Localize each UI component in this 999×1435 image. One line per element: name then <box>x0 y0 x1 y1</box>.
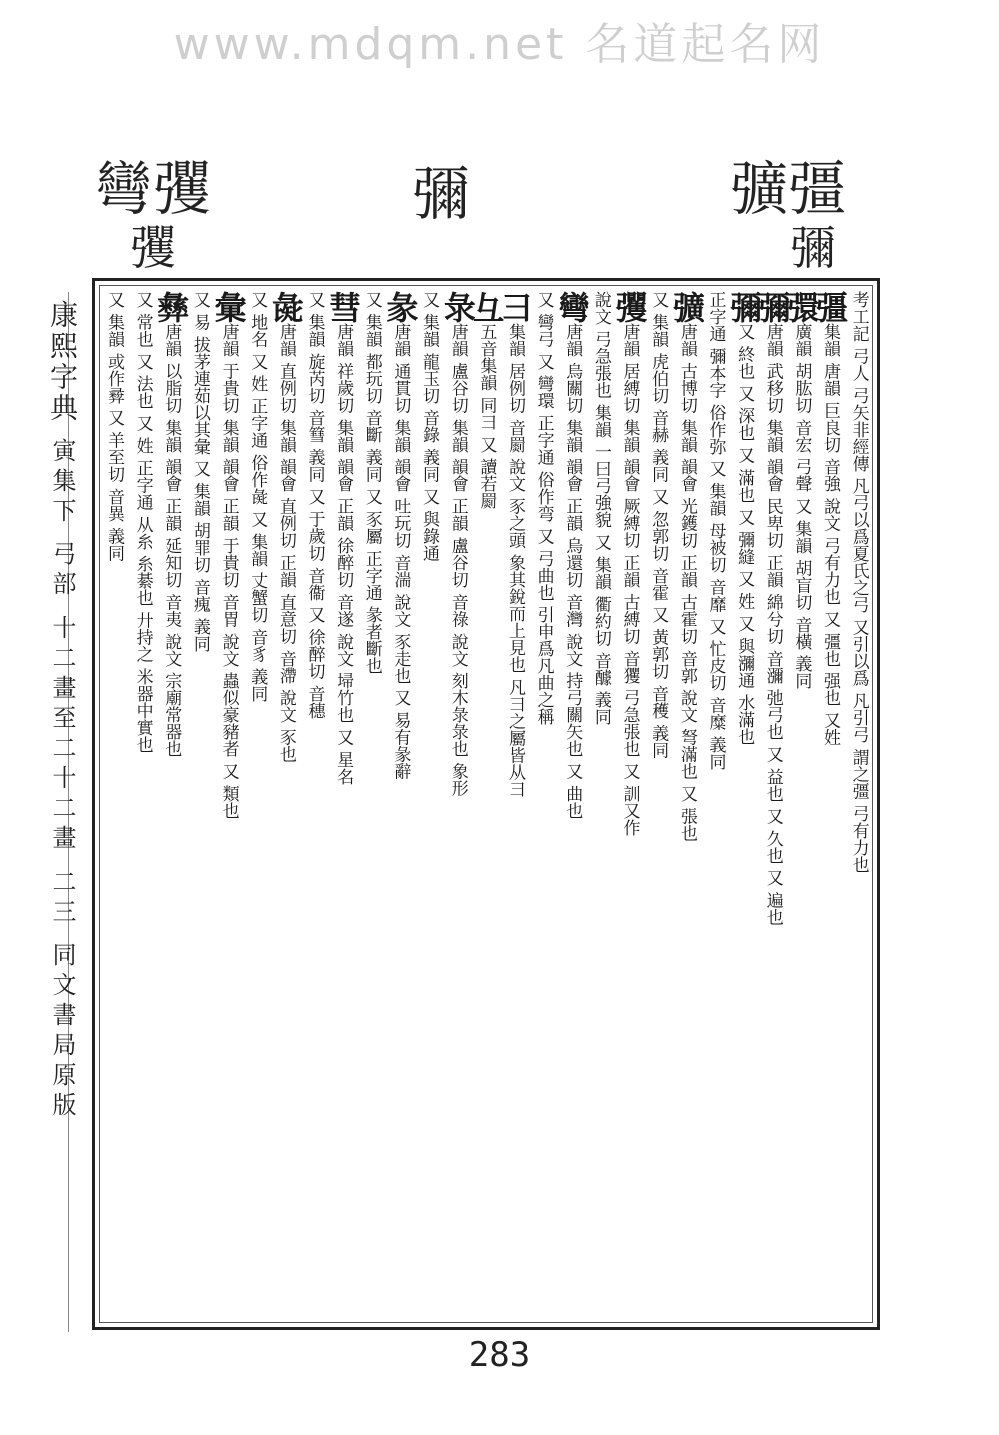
text-column <box>361 291 382 1317</box>
entry-text: 唐韻 以脂切 集韻 韻會 正韻 延知切 音夷 說文 宗廟常器也 <box>161 323 182 758</box>
text-column <box>667 291 706 1317</box>
entry-text: 唐韻 古博切 集韻 韻會 光鑊切 正韻 古霍切 音郭 說文 弩滿也 又 張也 <box>676 323 697 842</box>
text-column <box>303 291 324 1317</box>
headword: 彖 <box>381 291 420 323</box>
text-column <box>246 291 267 1317</box>
text-column <box>610 291 649 1317</box>
radical-label: 弓部 <box>48 541 76 602</box>
seal-header-middle: 彌 <box>412 160 471 228</box>
entry-text: 唐韻 盧谷切 集韻 韻會 正韻 盧谷切 音祿 說文 刻木彔彔也 象形 <box>447 323 468 797</box>
entry-text: 唐韻 武移切 集韻 韻會 民卑切 正韻 綿兮切 音瀰 弛弓也 又 益也 又 久也 又 遍也 <box>762 323 783 926</box>
text-column <box>495 291 534 1317</box>
text-column <box>725 291 764 1317</box>
text-column <box>647 291 668 1317</box>
text-column <box>704 291 725 1317</box>
page-number: 283 <box>468 1335 531 1375</box>
text-column <box>438 291 477 1317</box>
entry-text: 又 集韻 龍玉切 音錄 義同 又 與錄通 <box>419 291 440 562</box>
entry-text: 說文 弓急張也 集韻 一曰弓強貌 又 集韻 衢約切 音醵 義同 <box>590 291 611 726</box>
text-column <box>418 291 439 1317</box>
entry-text: 又 集韻 虎伯切 音赫 義同 又 忽郭切 音霍 又 黃郭切 音穫 義同 <box>648 291 669 759</box>
entry-text: 又 常也 又 法也 又 姓 正字通 从糸 糸綦也 廾持之 米器中實也 <box>132 291 153 754</box>
entry-text: 廣韻 胡肱切 音宏 弓聲 又 集韻 胡盲切 音橫 義同 <box>791 323 812 690</box>
entry-text: 正字通 彌本字 俗作弥 又 集韻 母被切 音靡 又 忙皮切 音糜 義同 <box>705 291 726 771</box>
text-column <box>132 291 153 1317</box>
headword: 彌 <box>753 291 792 323</box>
dictionary-columns <box>103 291 869 1317</box>
text-column <box>324 291 363 1317</box>
entry-text: 又 地名 又 姓 正字通 俗作彘 又 集韻 丈蟹切 音豸 義同 <box>247 291 268 703</box>
entry-text: 五音集韻 同彐 又 讀若罽 <box>476 323 497 510</box>
headword: 彗 <box>324 291 363 323</box>
entry-text: 又 彎弓 又 彎環 正字通 俗作弯 又 弓曲也 引申爲凡曲之稱 <box>533 291 554 726</box>
entry-text: 又 集韻 或作彛 又 羊至切 音異 義同 <box>104 291 124 562</box>
entry-text: 又 集韻 旋芮切 音篲 義同 又 于歲切 音衞 又 徐醉切 音穗 <box>304 291 325 720</box>
headword: 彘 <box>266 291 305 323</box>
text-column <box>266 291 305 1317</box>
headword: 彐 <box>495 291 534 323</box>
entry-text: 唐韻 于貴切 集韻 韻會 正韻 于貴切 音胃 說文 蟲似豪豬者 又 類也 <box>218 323 239 820</box>
headword: 彑 <box>467 291 506 323</box>
text-column <box>189 291 210 1317</box>
entry-text: 唐韻 直例切 集韻 韻會 直例切 正韻 直意切 音滯 說文 豕也 <box>275 323 296 763</box>
seal-header-right-small: 彌 <box>790 221 836 275</box>
seal-header-right: 彍彊 <box>730 155 847 223</box>
text-frame <box>92 278 880 1330</box>
headword: 彍 <box>667 291 706 323</box>
text-column <box>209 291 248 1317</box>
publisher-label: 同文書局原版 <box>48 942 76 1123</box>
headword: 彔 <box>438 291 477 323</box>
headword: 彙 <box>209 291 248 323</box>
text-column <box>848 291 869 1317</box>
text-column <box>753 291 792 1317</box>
entry-text: 又 終也 又 深也 又 滿也 又 彌縫 又 姓 又 與瀰通 水滿也 <box>734 323 755 745</box>
entry-text: 集韻 居例切 音罽 說文 豕之頭 象其銳而上見也 凡彐之屬皆从彐 <box>504 323 525 798</box>
headword: 彏 <box>610 291 649 323</box>
text-column <box>782 291 821 1317</box>
seal-header-left: 彎彏 <box>95 155 212 223</box>
entry-text: 唐韻 通貫切 集韻 韻會 吐玩切 音湍 說文 豕走也 又 易有彖辭 <box>390 323 411 780</box>
entry-text: 又 易 拔茅連茹以其彙 又 集韻 胡罪切 音瘣 義同 <box>189 291 210 652</box>
entry-text: 集韻 唐韻 巨良切 音強 說文 弓有力也 又 彊也 强也 又姓 <box>820 323 841 746</box>
entry-text: 唐韻 烏關切 集韻 韻會 正韻 烏還切 音灣 說文 持弓關矢也 又 曲也 <box>562 323 583 820</box>
text-column <box>103 291 124 1317</box>
headword: 彎 <box>553 291 592 323</box>
headword: 彋 <box>782 291 821 323</box>
text-column <box>553 291 592 1317</box>
stroke-range: 十二畫至二十二畫 <box>48 614 76 855</box>
running-head <box>18 300 82 1122</box>
text-column <box>590 291 611 1317</box>
watermark: www.mdqm.net 名道起名网 <box>173 19 826 70</box>
headword: 彝 <box>152 291 191 323</box>
text-column <box>467 291 506 1317</box>
entry-text: 考工記 弓人 弓矢非經傳 凡弓以爲夏氏之弓 又引以爲 凡引弓 謂之彊 弓有力也 <box>848 291 869 873</box>
text-column <box>152 291 191 1317</box>
headword: 彌 <box>725 291 764 323</box>
entry-text: 又 集韻 都玩切 音斷 義同 又 豕屬 正字通 彖者斷也 <box>361 291 382 675</box>
text-column <box>811 291 850 1317</box>
headword: 彊 <box>811 291 850 323</box>
text-column <box>381 291 420 1317</box>
text-column <box>533 291 554 1317</box>
collection-label: 寅集下 <box>48 437 76 528</box>
folio-number: 二三 <box>48 868 76 929</box>
book-title: 康熙字典 <box>46 300 79 424</box>
seal-header-left-small: 彏 <box>130 221 176 275</box>
entry-text: 唐韻 居縛切 集韻 韻會 厥縛切 正韻 古縛切 音玃 弓急張也 又 訓又作 <box>619 323 640 837</box>
entry-text: 唐韻 祥歲切 集韻 韻會 正韻 徐醉切 音遂 說文 埽竹也 又 星名 <box>333 323 354 786</box>
